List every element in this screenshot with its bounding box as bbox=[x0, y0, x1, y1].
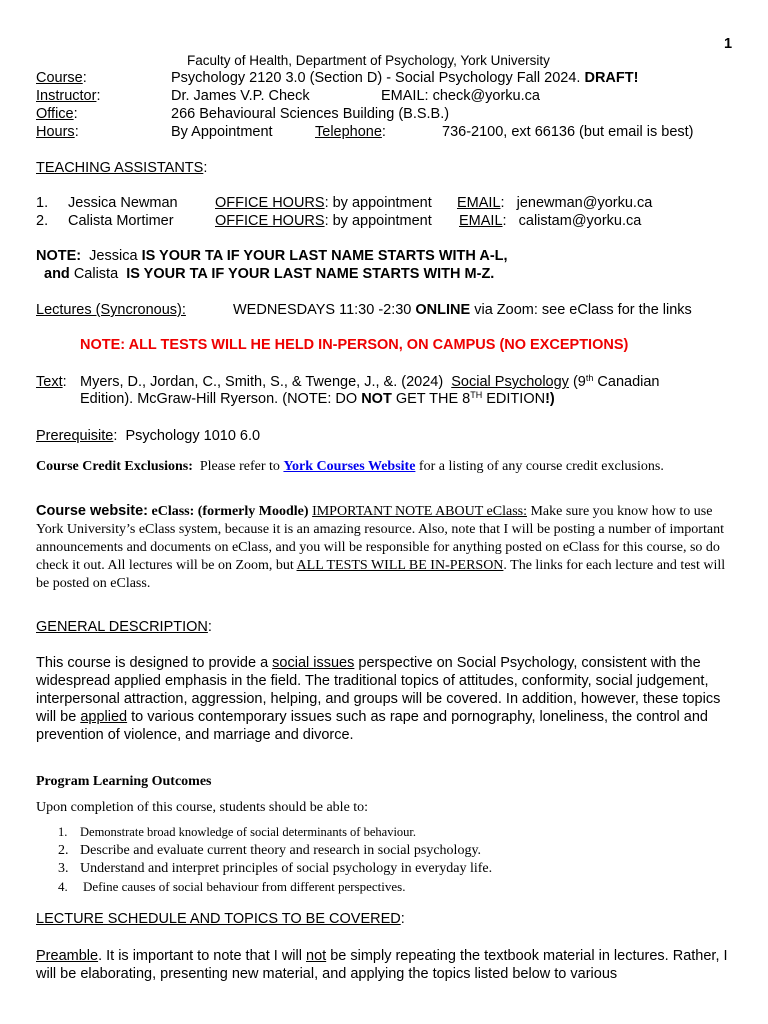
general-description: This course is designed to provide a social issues perspective on Social Psychology, consistent with the widespread applied emphasis in the field. The traditional topics of attitudes, conformity, social judgement, interpersonal attraction, aggression, helping, and groups will be covered. In addition, however, these topics will be applied to various contemporary issues such as rape and pornography, loneliness, the control and prevention of violence, and marriage and divorce. bbox=[36, 655, 721, 743]
instructor-name: Dr. James V.P. Check bbox=[171, 88, 310, 104]
text-label: Text bbox=[36, 374, 63, 390]
credit-exclusions: Course Credit Exclusions: Please refer to York Courses Website for a listing of any course credit exclusions. bbox=[36, 459, 664, 474]
hours-value: By Appointment bbox=[171, 124, 273, 140]
hours-label: Hours bbox=[36, 124, 75, 140]
telephone-label-wrap: Telephone: bbox=[315, 124, 386, 140]
lectures-label: Lectures (Syncronous): bbox=[36, 302, 186, 318]
outcome-item-2: Describe and evaluate current theory and research in social psychology. bbox=[80, 843, 482, 858]
course-row: Course: bbox=[36, 70, 87, 86]
ta-email-1-value: jenewman@yorku.ca bbox=[516, 195, 653, 211]
text-ref-line-1: Myers, D., Jordan, C., Smith, S., & Twenge, J., &. (2024) Social Psychology (9th Canadian bbox=[80, 373, 660, 390]
ta-num-2: 2. bbox=[36, 213, 49, 229]
tests-in-person-note: NOTE: ALL TESTS WILL HE HELD IN-PERSON, ON CAMPUS (NO EXCEPTIONS) bbox=[80, 337, 629, 353]
ta-name-1: Jessica Newman bbox=[68, 195, 178, 211]
ta-office-1: OFFICE HOURS: by appointment bbox=[215, 195, 432, 211]
schedule-heading: LECTURE SCHEDULE AND TOPICS TO BE COVERED bbox=[36, 911, 401, 927]
course-title: Psychology 2120 3.0 (Section D) - Social Psychology Fall 2024. bbox=[171, 70, 581, 86]
text-ref-line-2: Edition). McGraw-Hill Ryerson. (NOTE: DO NOT GET THE 8TH EDITION!) bbox=[80, 390, 555, 407]
hours-row: Hours: bbox=[36, 124, 79, 140]
schedule-heading-wrap: LECTURE SCHEDULE AND TOPICS TO BE COVERED: bbox=[36, 911, 405, 927]
preamble-paragraph: Preamble. It is important to note that I will not be simply repeating the textbook material in lectures. Rather, I will be elaborating, presenting new material, and applying the topics listed below to various bbox=[36, 948, 728, 982]
ta-office-2: OFFICE HOURS: by appointment bbox=[215, 213, 432, 229]
ta-note-line-2: and Calista IS YOUR TA IF YOUR LAST NAME STARTS WITH M-Z. bbox=[44, 266, 495, 282]
ta-heading-wrap: TEACHING ASSISTANTS: bbox=[36, 160, 208, 176]
textbook-title: Social Psychology bbox=[451, 374, 569, 390]
ta-note-line-1: NOTE: Jessica IS YOUR TA IF YOUR LAST NAME STARTS WITH A-L, bbox=[36, 248, 508, 264]
instructor-row: Instructor: bbox=[36, 88, 101, 104]
course-value bbox=[171, 70, 638, 86]
faculty-line: Faculty of Health, Department of Psychology, York University bbox=[187, 53, 550, 68]
prerequisite: Prerequisite: Psychology 1010 6.0 bbox=[36, 428, 261, 444]
outcome-num-2: 2. bbox=[58, 843, 69, 858]
outcome-item-3: Understand and interpret principles of social psychology in everyday life. bbox=[80, 861, 493, 876]
outcomes-intro: Upon completion of this course, students should be able to: bbox=[36, 800, 369, 815]
ta-email-2-value: calistam@yorku.ca bbox=[518, 213, 642, 229]
course-label: Course bbox=[36, 70, 83, 86]
ta-num-1: 1. bbox=[36, 195, 49, 211]
draft-marker: DRAFT! bbox=[584, 70, 639, 86]
york-courses-link[interactable]: York Courses Website bbox=[283, 459, 416, 474]
office-value: 266 Behavioural Sciences Building (B.S.B.) bbox=[171, 106, 450, 122]
lectures-value: WEDNESDAYS 11:30 -2:30 ONLINE via Zoom: see eClass for the links bbox=[233, 302, 692, 318]
outcome-num-4: 4. bbox=[58, 879, 68, 894]
prerequisite-value: Psychology 1010 6.0 bbox=[125, 428, 261, 444]
outcome-item-1: Demonstrate broad knowledge of social determinants of behaviour. bbox=[80, 825, 417, 839]
outcome-num-3: 3. bbox=[58, 861, 69, 876]
office-label: Office bbox=[36, 106, 74, 122]
course-website-paragraph: Course website: eClass: (formerly Moodle) IMPORTANT NOTE ABOUT eClass: Make sure you know how to use York University’s eClass system, because it is an amazing resource. Also, note that I will be posting a number of important announcements and documents on eClass, and you will be responsible for anything posted on eClass for this course, so do check it out. All lectures will be on Zoom, but ALL TESTS WILL BE IN-PERSON. The links for each lecture and test will be posted on eClass. bbox=[36, 503, 726, 591]
telephone-label: Telephone bbox=[315, 124, 382, 140]
instructor-label: Instructor bbox=[36, 88, 97, 104]
office-row: Office: bbox=[36, 106, 78, 122]
outcomes-heading: Program Learning Outcomes bbox=[36, 774, 212, 789]
telephone-value: 736-2100, ext 66136 (but email is best) bbox=[442, 124, 694, 140]
outcome-num-1: 1. bbox=[58, 825, 68, 839]
text-label-wrap: Text: bbox=[36, 374, 67, 390]
ta-name-2: Calista Mortimer bbox=[68, 213, 174, 229]
ta-email-1: EMAIL: jenewman@yorku.ca bbox=[457, 195, 653, 211]
general-heading-wrap: GENERAL DESCRIPTION: bbox=[36, 619, 212, 635]
ta-email-2: EMAIL: calistam@yorku.ca bbox=[459, 213, 642, 229]
instructor-email: EMAIL: check@yorku.ca bbox=[381, 88, 540, 104]
page-number: 1 bbox=[724, 36, 733, 52]
general-heading: GENERAL DESCRIPTION bbox=[36, 619, 208, 635]
ta-heading: TEACHING ASSISTANTS bbox=[36, 160, 204, 176]
outcome-item-4: Define causes of social behaviour from different perspectives. bbox=[83, 879, 406, 894]
